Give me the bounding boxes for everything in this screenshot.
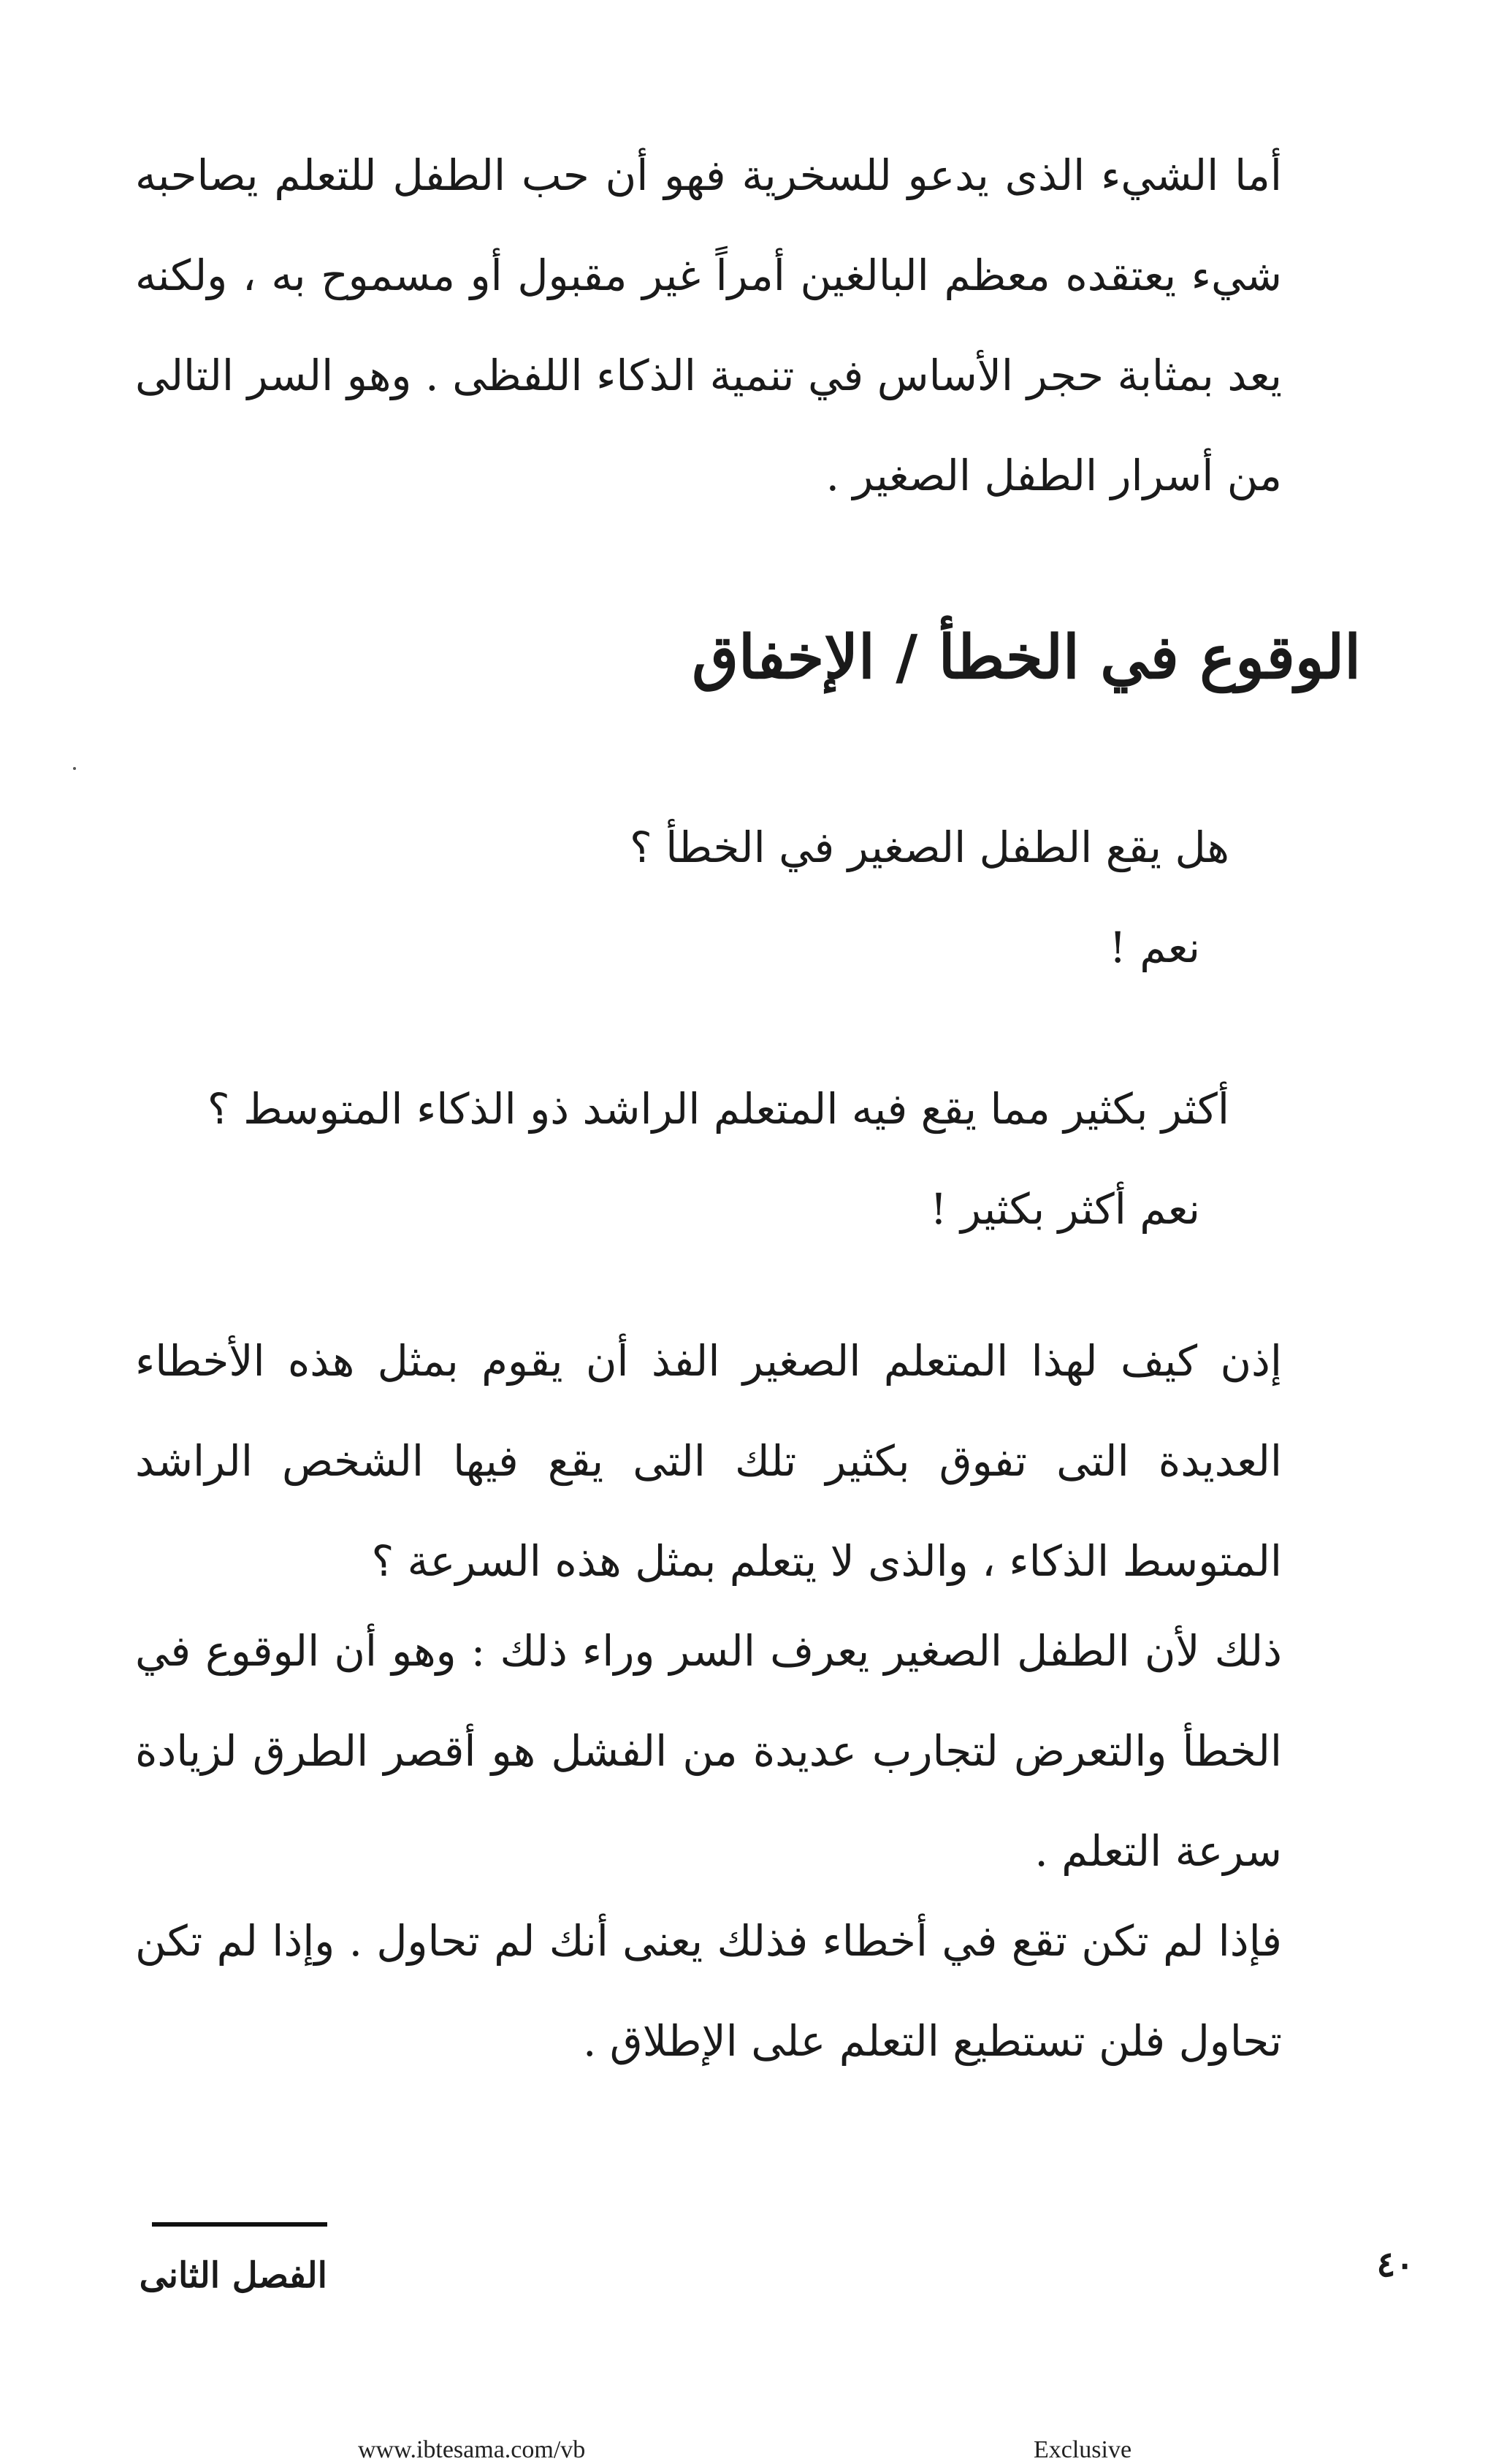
qa-question: هل يقع الطفل الصغير في الخطأ ؟ [629, 823, 1229, 872]
body-paragraph: فإذا لم تكن تقع في أخطاء فذلك يعنى أنك لم تحاول . وإذا لم تكن تحاول فلن تستطيع التعلم على الإطلاق . [135, 1916, 1282, 2066]
qa-answer: نعم ! [1109, 923, 1200, 972]
qa-answer: نعم أكثر بكثير ! [930, 1184, 1200, 1234]
source-url: www.ibtesama.com/vb [358, 2436, 586, 2463]
intro-paragraph: أما الشيء الذى يدعو للسخرية فهو أن حب الطفل للتعلم يصاحبه شيء يعتقده معظم البالغين أمراً غير مقبول أو مسموح به ، ولكنه يعد بمثابة حجر الأساس في تنمية الذكاء اللفظى . وهو السر التالى من أسرار الطفل الصغير . [135, 150, 1282, 500]
chapter-label: الفصل الثانى [139, 2255, 327, 2296]
body-paragraph: ذلك لأن الطفل الصغير يعرف السر وراء ذلك : وهو أن الوقوع في الخطأ والتعرض لتجارب عديدة من الفشل هو أقصر الطرق لزيادة سرعة التعلم . [135, 1626, 1282, 1876]
exclusive-tag: Exclusive [1034, 2436, 1132, 2463]
qa-pair [207, 1059, 1229, 1259]
body-paragraph: إذن كيف لهذا المتعلم الصغير الفذ أن يقوم بمثل هذه الأخطاء العديدة التى تفوق بكثير تلك التى يقع فيها الشخص الراشد المتوسط الذكاء ، والذى لا يتعلم بمثل هذه السرعة ؟ [135, 1336, 1282, 1586]
page-number: ٤٠ [1376, 2244, 1414, 2285]
qa-question: أكثر بكثير مما يقع فيه المتعلم الراشد ذو الذكاء المتوسط ؟ [207, 1084, 1229, 1134]
scan-speck [73, 767, 76, 770]
qa-pair [630, 798, 1229, 998]
section-heading: الوقوع في الخطأ / الإخفاق [692, 622, 1361, 693]
footer-rule [152, 2222, 327, 2227]
